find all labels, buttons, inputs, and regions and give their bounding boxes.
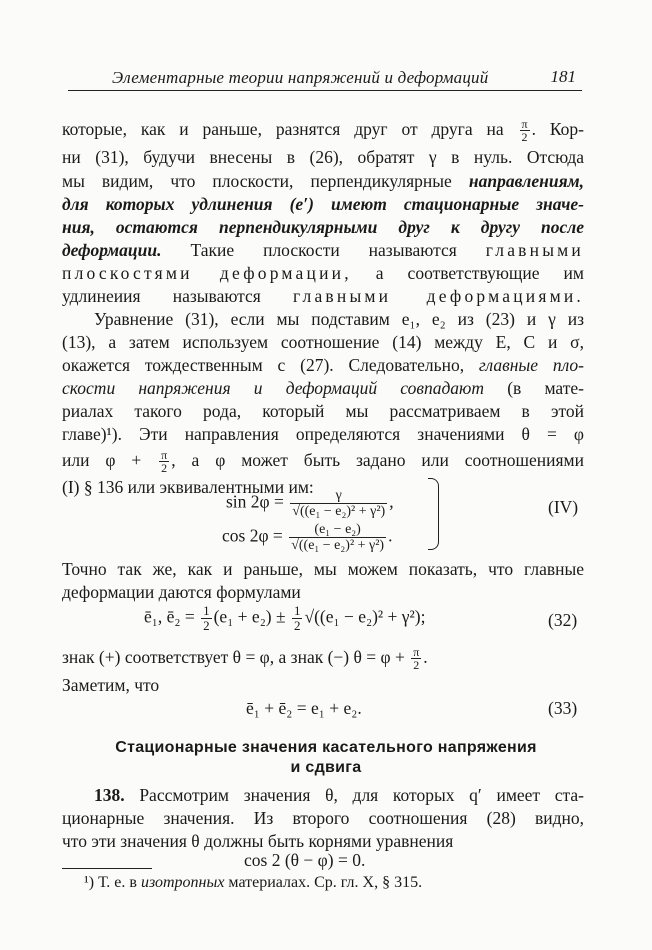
header-title: Элементарные теории напряжений и деформаций — [112, 68, 489, 87]
para1-line2: ни (31), будучи внесены в (26), обратят γ в нуль. Отсюда — [62, 147, 584, 167]
equation-cos-root: cos 2 (θ − φ) = 0. — [244, 850, 366, 870]
equation-label-IV: (IV) — [548, 497, 579, 517]
para5-line1: 138. Рассмотрим значения θ, для которых q′ имеет ста- — [94, 785, 584, 805]
para2-line4: скости напряжения и деформаций совпадают (в мате- — [62, 378, 584, 398]
para2-line5: риалах такого рода, который мы рассматриваем в этой — [62, 401, 584, 421]
section-heading-line1: Стационарные значения касательного напряжения — [115, 739, 537, 756]
equation-label-33: (33) — [548, 698, 578, 718]
para1-line4: для которых удлинения (e′) имеют стационарные значе- — [62, 194, 584, 214]
para5-line2: ционарные значения. Из второго соотношения (28) видно, — [62, 808, 584, 828]
page-number: 181 — [550, 67, 576, 86]
para3-line1: Точно так же, как и раньше, мы можем показать, что главные — [62, 559, 584, 579]
equation-cos: cos 2φ = $\frac{\text{(e₁ − e₂)}}{\text{√((e₁ − e₂)² + γ²)}}$ . — [222, 522, 393, 553]
footnote: ¹) Т. е. в изотропных материалах. Ср. гл. X, § 315. — [84, 874, 423, 891]
section-heading-line2: и сдвига — [290, 759, 362, 776]
para2-line6: главе)¹). Эти направления определяются значениями θ = φ — [62, 424, 584, 444]
para4-line1: знак (+) соответствует θ = φ, а знак (−) θ = φ + $\frac{\pi}{2}$ . — [62, 645, 428, 673]
para1-line1: которые, как и раньше, разнятся друг от друга на $\frac{\pi}{2}$ . Кор- — [62, 117, 584, 145]
fraction: $\frac{\pi}{2}$ — [161, 448, 168, 476]
para4-line2: Заметим, что — [62, 675, 160, 695]
para1-line3: мы видим, что плоскости, перпендикулярные направлениям, — [62, 171, 584, 191]
para2-line1: Уравнение (31), если мы подставим e₁, e₂ из (23) и γ из — [94, 309, 584, 329]
equation-32: ē₁, ē₂ = $\frac{1}{2}$ (e₁ + e₂) ± $\frac{1}{2}$ √((e₁ − e₂)² + γ²); — [144, 603, 426, 633]
equation-label-32: (32) — [548, 610, 578, 630]
para1-line6: деформации. Такие плоскости называются главными — [62, 240, 584, 260]
para2-line7: или φ + $\frac{\pi}{2}$ , а φ может быть задано или соотношениями — [62, 448, 584, 476]
footnote-rule — [62, 868, 152, 869]
equation-sin: sin 2φ = $\frac{\gamma}{\text{√((e₁ − e₂)² + γ²)}}$ , — [226, 488, 394, 519]
para1-line8: удлинеиия называются главными деформациями. — [62, 286, 584, 306]
para1-line7: плоскостями деформации, а соответствующие им — [62, 263, 584, 283]
para2-line3: окажется тождественным с (27). Следовательно, главные пло- — [62, 355, 584, 375]
equation-33: ē₁ + ē₂ = e₁ + e₂. — [246, 698, 362, 718]
fraction: $\frac{\pi}{2}$ — [413, 645, 420, 673]
para5-line3: что эти значения θ должны быть корнями уравнения — [62, 831, 454, 851]
para2-line2: (13), а затем используем соотношение (14) между E, C и σ, — [62, 332, 584, 352]
para1-line5: ния, остаются перпендикулярными друг к другу после — [62, 217, 584, 237]
running-header — [68, 64, 582, 91]
para3-line2: деформации даются формулами — [62, 582, 301, 602]
para2-line8: (I) § 136 или эквивалентными им: — [62, 477, 314, 497]
right-brace — [428, 478, 439, 550]
fraction: $\frac{\pi}{2}$ — [521, 117, 528, 145]
